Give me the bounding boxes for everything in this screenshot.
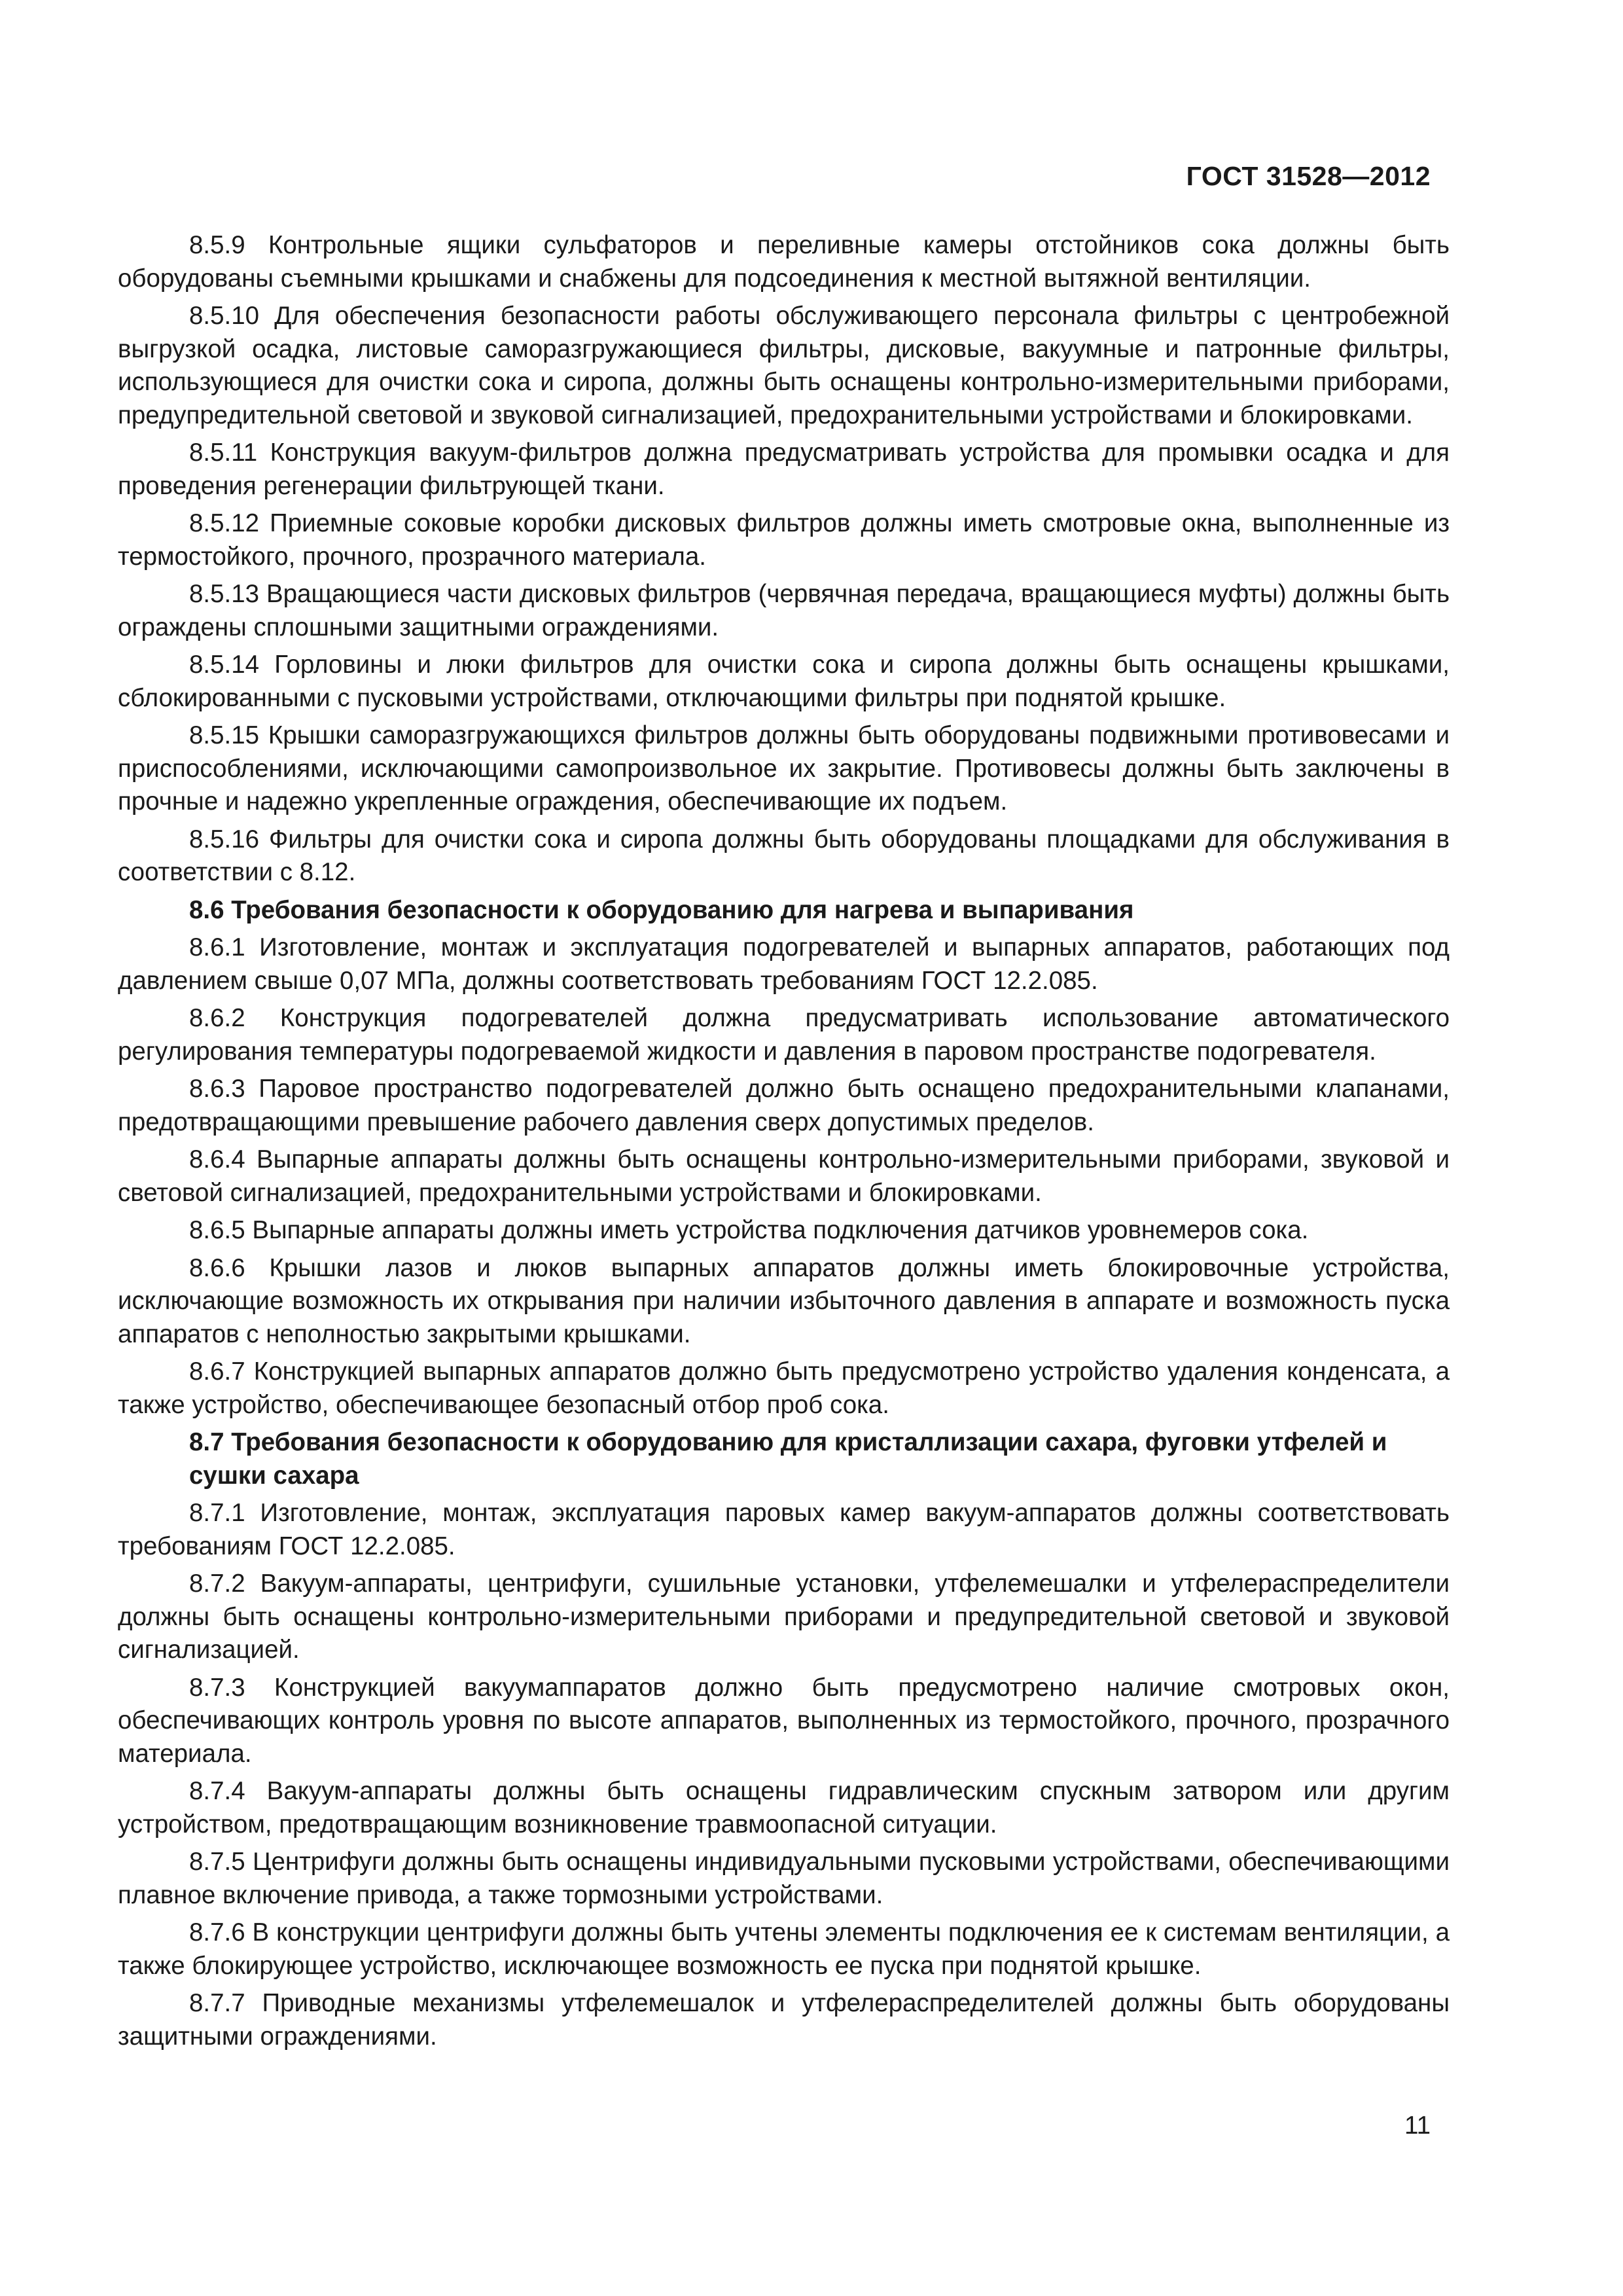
clause-8-5-16: 8.5.16 Фильтры для очистки сока и сиропа должны быть оборудованы площадками для обслуживания в соответствии с 8.12. — [118, 825, 1450, 886]
clause-8-6-4: 8.6.4 Выпарные аппараты должны быть оснащены контрольно-измерительными приборами, звуковой и световой сигнализацией, предохранительными устройствами и блокировками. — [118, 1145, 1450, 1207]
clause-8-6-2: 8.6.2 Конструкция подогревателей должна предусматривать использование автоматического регулирования температуры подогреваемой жидкости и давления в паровом пространстве подогревателя. — [118, 1004, 1450, 1066]
clause-8-5-9: 8.5.9 Контрольные ящики сульфаторов и переливные камеры отстойников сока должны быть оборудованы съемными крышками и снабжены для подсоединения к местной вытяжной вентиляции. — [118, 231, 1450, 293]
page-number: 11 — [1404, 2111, 1431, 2140]
clause-8-7-4: 8.7.4 Вакуум-аппараты должны быть оснащены гидравлическим спускным затвором или другим устройством, предотвращающим возникновение травмоопасной ситуации. — [118, 1777, 1450, 1839]
clause-8-5-10: 8.5.10 Для обеспечения безопасности работы обслуживающего персонала фильтры с центробежной выгрузкой осадка, листовые саморазгружающиеся фильтры, дисковые, вакуумные и патронные фильтры, использующиеся для очистки сока и сиропа, должны быть оснащены контрольно-измерительными приборами, предупредительной световой и звуковой сигнализацией, предохранительными устройствами и блокировками. — [118, 302, 1450, 429]
section-heading-8-7: 8.7 Требования безопасности к оборудованию для кристаллизации сахара, фуговки утфелей и сушки сахара — [189, 1428, 1387, 1490]
clause-8-7-1: 8.7.1 Изготовление, монтаж, эксплуатация паровых камер вакуум-аппаратов должны соответствовать требованиям ГОСТ 12.2.085. — [118, 1499, 1450, 1560]
clause-8-5-13: 8.5.13 Вращающиеся части дисковых фильтров (червячная передача, вращающиеся муфты) должны быть ограждены сплошными защитными ограждениями. — [118, 580, 1450, 641]
document-code-header: ГОСТ 31528—2012 — [1186, 161, 1431, 191]
clause-8-7-3: 8.7.3 Конструкцией вакуумаппаратов должно быть предусмотрено наличие смотровых окон, обеспечивающих контроль уровня по высоте аппаратов, выполненных из термостойкого, прочного, прозрачного материала. — [118, 1673, 1450, 1768]
clause-8-6-5: 8.6.5 Выпарные аппараты должны иметь устройства подключения датчиков уровнемеров сока. — [189, 1216, 1309, 1244]
clause-8-6-7: 8.6.7 Конструкцией выпарных аппаратов должно быть предусмотрено устройство удаления конденсата, а также устройство, обеспечивающее безопасный отбор проб сока. — [118, 1357, 1450, 1419]
clause-8-7-6: 8.7.6 В конструкции центрифуги должны быть учтены элементы подключения ее к системам вентиляции, а также блокирующее устройство, исключающее возможность ее пуска при поднятой крышке. — [118, 1918, 1450, 1980]
clause-8-7-5: 8.7.5 Центрифуги должны быть оснащены индивидуальными пусковыми устройствами, обеспечивающими плавное включение привода, а также тормозными устройствами. — [118, 1848, 1450, 1909]
clause-8-6-3: 8.6.3 Паровое пространство подогревателей должно быть оснащено предохранительными клапанами, предотвращающими превышение рабочего давления сверх допустимых пределов. — [118, 1075, 1450, 1136]
section-heading-8-6: 8.6 Требования безопасности к оборудованию для нагрева и выпаривания — [189, 895, 1134, 924]
clause-8-7-7: 8.7.7 Приводные механизмы утфелемешалок и утфелераспределителей должны быть оборудованы защитными ограждениями. — [118, 1989, 1450, 2051]
clause-8-5-12: 8.5.12 Приемные соковые коробки дисковых фильтров должны иметь смотровые окна, выполненные из термостойкого, прочного, прозрачного материала. — [118, 509, 1450, 571]
clause-8-6-1: 8.6.1 Изготовление, монтаж и эксплуатация подогревателей и выпарных аппаратов, работающих под давлением свыше 0,07 МПа, должны соответствовать требованиям ГОСТ 12.2.085. — [118, 933, 1450, 995]
clause-8-5-15: 8.5.15 Крышки саморазгружающихся фильтров должны быть оборудованы подвижными противовесами и приспособлениями, исключающими самопроизвольное их закрытие. Противовесы должны быть заключены в прочные и надежно укрепленные ограждения, обеспечивающие их подъем. — [118, 721, 1450, 816]
clause-8-5-14: 8.5.14 Горловины и люки фильтров для очистки сока и сиропа должны быть оснащены крышками, сблокированными с пусковыми устройствами, отключающими фильтры при поднятой крышке. — [118, 651, 1450, 712]
page-body — [118, 229, 1450, 2058]
clause-8-6-6: 8.6.6 Крышки лазов и люков выпарных аппаратов должны иметь блокировочные устройства, исключающие возможность их открывания при наличии избыточного давления в аппарате и возможность пуска аппаратов с неполностью закрытыми крышками. — [118, 1253, 1450, 1348]
clause-8-7-2: 8.7.2 Вакуум-аппараты, центрифуги, сушильные установки, утфелемешалки и утфелераспределители должны быть оснащены контрольно-измерительными приборами и предупредительной световой и звуковой сигнализацией. — [118, 1570, 1450, 1664]
clause-8-5-11: 8.5.11 Конструкция вакуум-фильтров должна предусматривать устройства для промывки осадка и для проведения регенерации фильтрующей ткани. — [118, 439, 1450, 500]
